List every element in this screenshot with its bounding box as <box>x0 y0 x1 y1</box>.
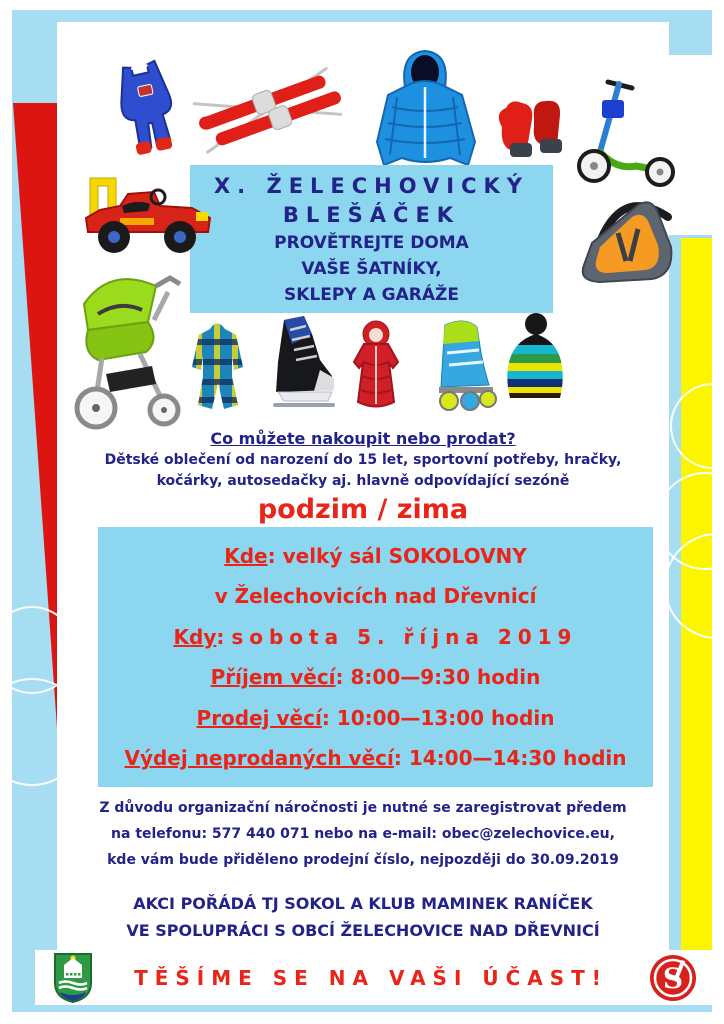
kde-line2: v Želechovicích nad Dřevnicí <box>214 584 537 609</box>
ride-on-toy-car-image <box>62 168 232 263</box>
event-info-box <box>98 527 653 787</box>
title-line-5: SKLEPY A GARÁŽE <box>284 285 459 305</box>
title-line-4: VAŠE ŠATNÍKY, <box>301 259 442 279</box>
baby-romper-image <box>100 58 190 168</box>
snowsuit-image <box>180 315 255 415</box>
kde-label: Kde <box>224 543 268 568</box>
season-text: podzim / zima <box>257 494 469 525</box>
organizer-line-1: AKCI POŘÁDÁ TJ SOKOL A KLUB MAMINEK RANÍČEK <box>133 894 593 913</box>
info-line-kde <box>98 544 653 568</box>
closing-text: TĚŠÍME SE NA VAŠI ÚČAST! <box>134 965 608 990</box>
what-section <box>57 428 669 528</box>
title-box <box>190 165 553 313</box>
kick-scooter-image <box>556 72 684 190</box>
info-line-kde-2 <box>98 584 653 608</box>
kdy-label: Kdy <box>173 624 217 649</box>
ice-skate-image <box>262 312 340 412</box>
decor-circle <box>670 383 712 469</box>
info-line-kdy <box>98 625 653 649</box>
what-body-line-2: kočárky, autosedačky aj. hlavně odpovídající sezóně <box>156 473 570 489</box>
info-line-vydej <box>98 746 653 770</box>
kdy-colon: : <box>216 624 232 649</box>
organizer-line-2: VE SPOLUPRÁCI S OBCÍ ŽELECHOVICE NAD DŘEVNICÍ <box>126 921 600 940</box>
footer-strip <box>35 950 715 1005</box>
prijem-label: Příjem věcí <box>210 665 336 690</box>
prodej-label: Prodej věcí <box>196 705 322 730</box>
children-skis-image <box>185 52 345 170</box>
registration-note <box>57 795 669 873</box>
registration-line-3: kde vám bude přiděleno prodejní číslo, nejpozději do 30.09.2019 <box>107 852 619 868</box>
organizer-section <box>57 890 669 944</box>
what-heading: Co můžete nakoupit nebo prodat? <box>210 429 516 448</box>
what-body-line-1: Dětské oblečení od narození do 15 let, sportovní potřeby, hračky, <box>104 452 622 468</box>
sokol-emblem-logo <box>647 953 699 1003</box>
prijem-value: : 8:00—9:30 hodin <box>335 665 541 690</box>
registration-line-1: Z důvodu organizační náročnosti je nutné se zaregistrovat předem <box>99 800 627 816</box>
vydej-label: Výdej neprodaných věcí <box>124 746 394 771</box>
title-line-1: X. ŽELECHOVICKÝ <box>213 174 529 198</box>
winter-coat-image <box>340 318 412 414</box>
prodej-value: : 10:00—13:00 hodin <box>321 705 555 730</box>
kdy-value: sobota 5. října 2019 <box>231 624 578 649</box>
title-line-3: PROVĚTREJTE DOMA <box>274 233 469 253</box>
title-line-2: BLEŠÁČEK <box>282 203 461 227</box>
roller-skates-image <box>425 313 503 413</box>
zelechovice-coat-of-arms-logo <box>51 952 95 1004</box>
info-line-prodej <box>98 706 653 730</box>
info-line-prijem <box>98 665 653 689</box>
svg-text:S: S <box>662 961 684 995</box>
registration-line-2: na telefonu: 577 440 071 nebo na e-mail: obec@zelechovice.eu, <box>111 826 615 842</box>
infant-car-seat-image <box>570 183 690 295</box>
kde-value: : velký sál SOKOLOVNY <box>267 543 527 568</box>
vydej-value: : 14:00—14:30 hodin <box>393 746 627 771</box>
winter-jacket-image <box>350 45 500 177</box>
knit-beanie-image <box>500 310 568 406</box>
